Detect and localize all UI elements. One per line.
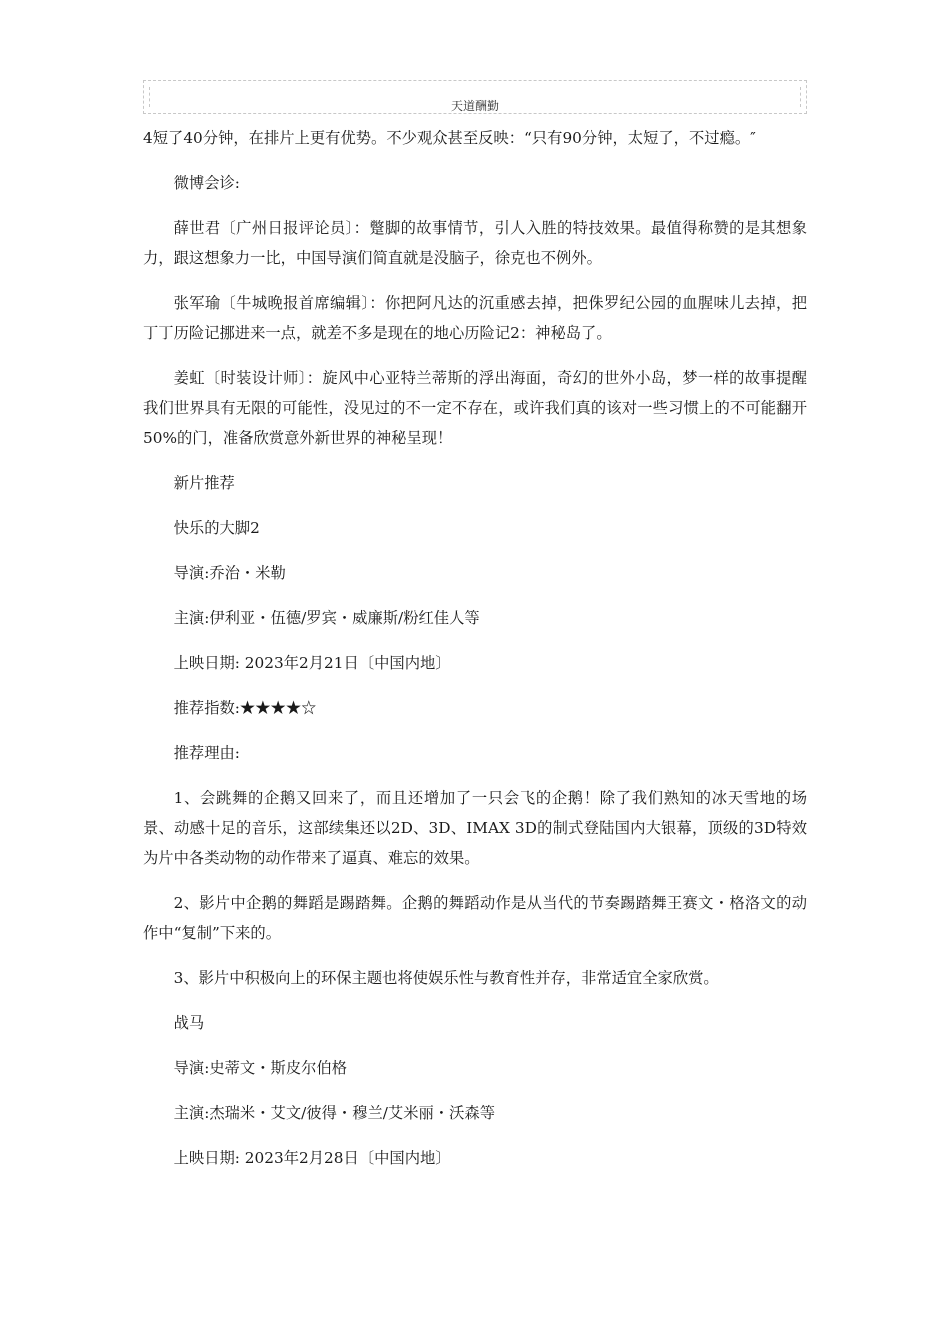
film-title-happy-feet: 快乐的大脚2 (173, 519, 260, 537)
film-cast: 主演:杰瑞米・艾文/彼得・穆兰/艾米丽・沃森等 (173, 1104, 495, 1122)
reason-item: 2、影片中企鹅的舞蹈是踢踏舞。企鹅的舞蹈动作是从当代的节奏踢踏舞王赛文・格洛文的动作中“复制”下来的。 (143, 894, 807, 942)
paragraph-continued: 4短了40分钟，在排片上更有优势。不少观众甚至反映：“只有90分钟，太短了，不过瘾。″ (143, 129, 756, 147)
header-title: 天道酬勤 (450, 99, 499, 113)
document-body (143, 123, 807, 1188)
section-heading-weibo: 微博会诊: (173, 174, 240, 192)
paragraph-review-xue: 薛世君〔广州日报评论员〕：蹩脚的故事情节，引人入胜的特技效果。最值得称赞的是其想象力，跟这想象力一比，中国导演们简直就是没脑子，徐克也不例外。 (143, 219, 807, 267)
section-heading-new-films: 新片推荐 (173, 474, 235, 492)
film-title-war-horse: 战马 (173, 1014, 205, 1032)
film-cast: 主演:伊利亚・伍德/罗宾・威廉斯/粉红佳人等 (173, 609, 480, 627)
reason-item: 3、影片中积极向上的环保主题也将使娱乐性与教育性并存，非常适宜全家欣赏。 (173, 969, 719, 987)
paragraph-review-jiang: 姜虹〔时装设计师〕：旋风中心亚特兰蒂斯的浮出海面，奇幻的世外小岛，梦一样的故事提醒我们世界具有无限的可能性，没见过的不一定不存在，或许我们真的该对一些习惯上的不可能翻开50%的门，准备欣赏意外新世界的神秘呈现！ (143, 369, 807, 447)
film-release-date: 上映日期: 2023年2月28日〔中国内地〕 (173, 1149, 451, 1167)
film-rating: 推荐指数:★★★★☆ (173, 699, 317, 717)
film-director: 导演:乔治・米勒 (173, 564, 286, 582)
reason-item: 1、会跳舞的企鹅又回来了，而且还增加了一只会飞的企鹅！除了我们熟知的冰天雪地的场景、动感十足的音乐，这部续集还以2D、3D、IMAX 3D的制式登陆国内大银幕，顶级的3D特效为片中各类动物的动作带来了逼真、难忘的效果。 (143, 789, 807, 867)
film-release-date: 上映日期: 2023年2月21日〔中国内地〕 (173, 654, 451, 672)
film-director: 导演:史蒂文・斯皮尔伯格 (173, 1059, 348, 1077)
page-header (143, 80, 807, 114)
paragraph-review-zhang: 张军瑜〔牛城晚报首席编辑〕：你把阿凡达的沉重感去掉，把侏罗纪公园的血腥味儿去掉，把丁丁历险记挪进来一点，就差不多是现在的地心历险记2：神秘岛了。 (143, 294, 807, 342)
reasons-heading: 推荐理由: (173, 744, 240, 762)
